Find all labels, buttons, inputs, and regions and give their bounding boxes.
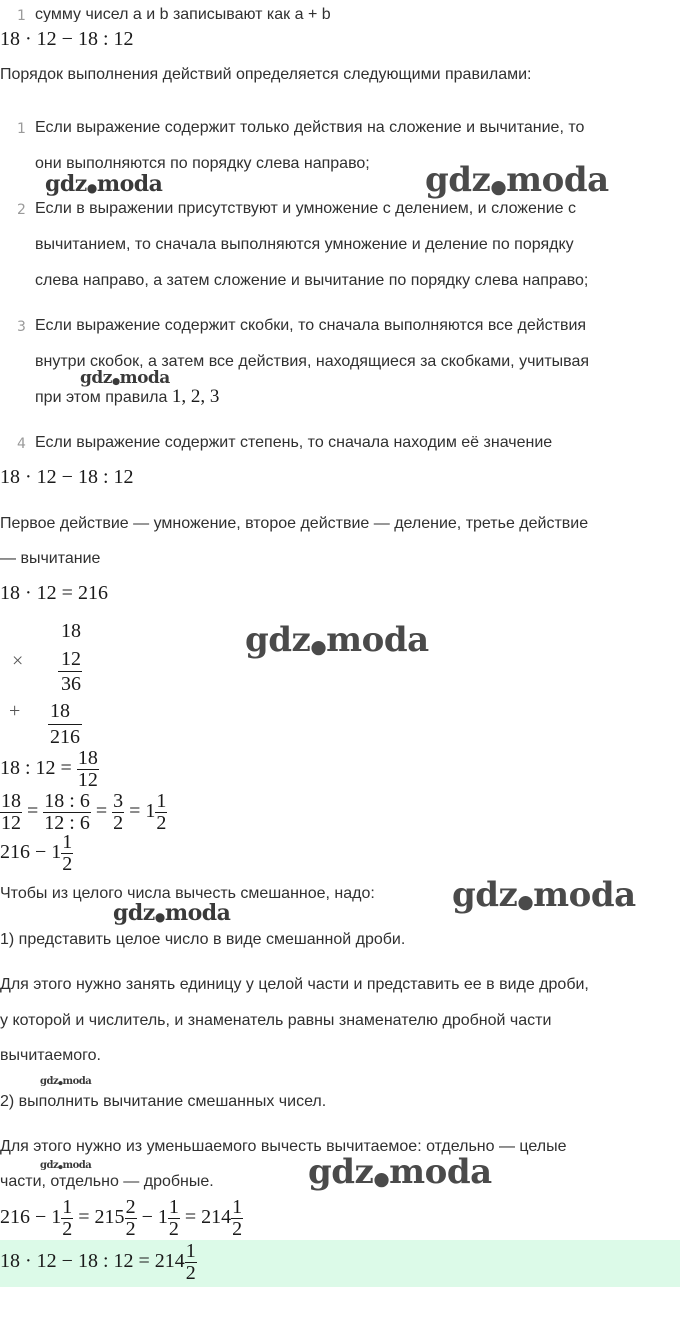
numerator: 1 <box>185 1240 196 1262</box>
rule-text: слева направо, а затем сложение и вычитание по порядку слева направо; <box>35 272 589 289</box>
denominator: 2 <box>185 1262 196 1284</box>
rule-text: Если выражение содержит степень, то сначала находим её значение <box>35 434 553 451</box>
cut-header <box>0 0 680 22</box>
order-text: Первое действие — умножение, второе действие — деление, третье действие <box>0 515 589 532</box>
equals-mixed: = 1 <box>129 800 156 823</box>
rule-text: внутри скобок, а затем все действия, находящиеся за скобками, учитывая <box>35 353 590 370</box>
denominator: 12 : 6 <box>44 812 90 834</box>
numerator: 1 <box>168 1196 179 1218</box>
plus-sign: + <box>9 700 21 722</box>
division-line <box>0 748 99 791</box>
watermark: gdz●moda <box>425 160 609 200</box>
denominator: 12 <box>1 812 21 834</box>
fraction <box>185 1241 197 1284</box>
rule-text: при этом правила <box>35 389 172 406</box>
numerator: 18 <box>77 747 98 769</box>
fraction <box>112 791 124 834</box>
calc-part: − 1 <box>141 1206 168 1229</box>
watermark: gdz●moda <box>245 620 429 660</box>
step-2: 2) выполнить вычитание смешанных чисел. <box>0 1093 327 1110</box>
intro-text: Порядок выполнения действий определяется следующими правилами: <box>0 66 532 83</box>
rule-text: они выполняются по порядку слева направо; <box>35 155 370 172</box>
fraction <box>155 791 167 834</box>
watermark: gdz●moda <box>308 1152 492 1192</box>
fraction <box>168 1197 180 1240</box>
answer-expr: 18 · 12 − 18 : 12 = 214 <box>0 1250 185 1273</box>
denominator: 2 <box>62 853 73 875</box>
denominator: 2 <box>156 812 167 834</box>
expression: 18 · 12 − 18 : 12 <box>0 466 134 488</box>
list-number: 4 <box>17 436 26 452</box>
step-explanation: вычитаемого. <box>0 1047 101 1064</box>
column-partial: 18 <box>50 700 70 722</box>
watermark: gdz●moda <box>45 171 163 197</box>
rule-text: Если выражение содержит скобки, то сначала выполняются все действия <box>35 317 587 334</box>
denominator: 2 <box>232 1218 243 1240</box>
fraction <box>77 748 99 791</box>
fraction <box>43 791 91 834</box>
column-rule <box>48 724 82 725</box>
denominator: 12 <box>77 769 98 791</box>
order-text: — вычитание <box>0 550 101 567</box>
simplify-line <box>0 790 167 834</box>
subtract-line <box>0 832 73 875</box>
watermark: gdz●moda <box>452 875 636 915</box>
expression: 18 · 12 − 18 : 12 <box>0 28 134 50</box>
numerator: 3 <box>113 790 124 812</box>
numerator: 1 <box>62 1196 73 1218</box>
list-number: 1 <box>17 121 26 137</box>
step-explanation: Для этого нужно из уменьшаемого вычесть вычитаемое: отдельно — целые <box>0 1138 567 1155</box>
denominator: 2 <box>168 1218 179 1240</box>
mixed-intro: Чтобы из целого числа вычесть смешанное, надо: <box>0 885 375 902</box>
column-rule <box>58 671 82 672</box>
list-number: 3 <box>17 319 26 335</box>
column-operand: 18 <box>61 620 81 642</box>
cut-header-text: сумму чисел a и b записывают как a + b <box>35 6 331 22</box>
calc-part: 216 − 1 <box>0 1206 62 1229</box>
rule-math: 1, 2, 3 <box>171 386 220 407</box>
column-partial: 36 <box>61 673 81 695</box>
rule-text-line <box>35 386 219 408</box>
numerator: 1 <box>156 790 167 812</box>
numerator: 18 : 6 <box>44 790 90 812</box>
step-1: 1) представить целое число в виде смешанной дроби. <box>0 931 406 948</box>
step-explanation: части, отдельно — дробные. <box>0 1173 214 1190</box>
column-result: 216 <box>50 726 80 748</box>
denominator: 2 <box>62 1218 73 1240</box>
mult-result: 18 · 12 = 216 <box>0 582 108 604</box>
column-operand: 12 <box>61 648 81 670</box>
list-number: 1 <box>17 8 26 22</box>
numerator: 2 <box>125 1196 136 1218</box>
subtract-lhs: 216 − 1 <box>0 841 62 864</box>
fraction <box>61 1197 73 1240</box>
calc-part: = 215 <box>78 1206 125 1229</box>
denominator: 2 <box>125 1218 136 1240</box>
answer <box>0 1240 197 1287</box>
equals: = <box>95 800 108 823</box>
step-explanation: Для этого нужно занять единицу у целой части и представить ее в виде дроби, <box>0 976 589 993</box>
final-calc <box>0 1196 243 1242</box>
fraction <box>0 791 22 834</box>
fraction <box>125 1197 137 1240</box>
fraction <box>231 1197 243 1240</box>
division-lhs: 18 : 12 = <box>0 757 72 780</box>
calc-part: = 214 <box>184 1206 232 1229</box>
equals: = <box>27 800 39 823</box>
numerator: 18 <box>1 790 21 812</box>
times-sign: × <box>12 650 24 672</box>
fraction <box>61 832 73 875</box>
watermark: gdz●moda <box>40 1076 92 1087</box>
list-number: 2 <box>17 202 26 218</box>
rule-text: Если выражение содержит только действия на сложение и вычитание, то <box>35 119 585 136</box>
rule-text: вычитанием, то сначала выполняются умножение и деление по порядку <box>35 236 574 253</box>
watermark: gdz●moda <box>40 1160 92 1171</box>
watermark: gdz●moda <box>113 900 231 926</box>
rule-text: Если в выражении присутствуют и умножение с делением, и сложение с <box>35 200 577 217</box>
numerator: 1 <box>232 1196 243 1218</box>
denominator: 2 <box>113 812 124 834</box>
numerator: 1 <box>62 831 73 853</box>
watermark: gdz●moda <box>80 368 170 388</box>
step-explanation: у которой и числитель, и знаменатель равны знаменателю дробной части <box>0 1012 552 1029</box>
